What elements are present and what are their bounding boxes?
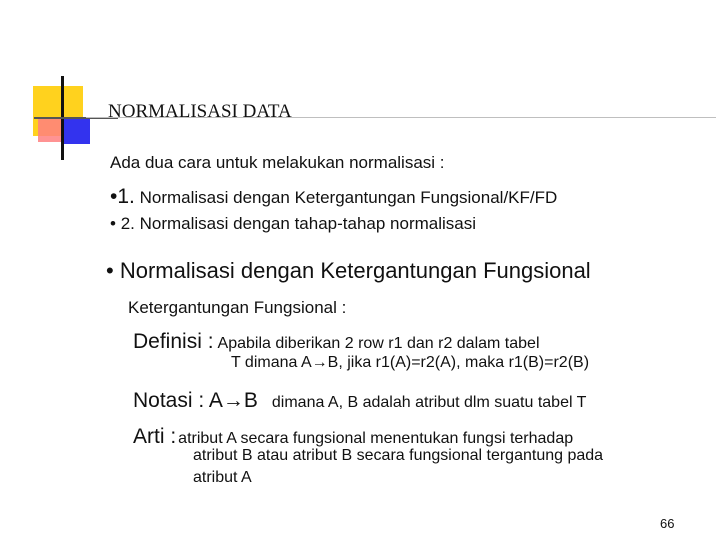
bullet-number: 1. [117, 185, 135, 208]
definisi-label: Definisi : [133, 330, 214, 353]
definisi-row [133, 330, 540, 354]
notasi-label: Notasi : A→B [133, 389, 258, 412]
notasi-desc: dimana A, B adalah atribut dlm suatu tabel T [271, 394, 587, 411]
intro-text: Ada dua cara untuk melakukan normalisasi : [110, 153, 445, 172]
arti-label: Arti : [133, 425, 177, 448]
definisi-text-line2: T dimana A→B, jika r1(A)=r2(A), maka r1(B)=r2(B) [231, 354, 590, 371]
section-heading-text: Normalisasi dengan Ketergantungan Fungsional [119, 258, 591, 283]
arti-text-line3: atribut A [193, 469, 252, 486]
bullet-marker: • [110, 185, 118, 208]
slide-title: NORMALISASI DATA [108, 101, 292, 122]
bullet-marker: • [106, 258, 114, 283]
notasi-row [133, 389, 586, 413]
arti-text-line1: atribut A secara fungsional menentukan fungsi terhadap [178, 430, 574, 447]
bullet-text: Normalisasi dengan tahap-tahap normalisasi [134, 214, 477, 233]
arti-row [133, 425, 573, 449]
definisi-text-line1: Apabila diberikan 2 row r1 dan r2 dalam tabel [217, 335, 540, 352]
arti-text-line2: atribut B atau atribut B secara fungsional tergantung pada [193, 447, 604, 464]
bullet-item-2 [110, 214, 476, 234]
bullet-number: 2. [120, 214, 135, 233]
subheading: Ketergantungan Fungsional : [128, 298, 347, 317]
section-heading [106, 258, 591, 284]
bullet-text: Normalisasi dengan Ketergantungan Fungsional/KF/FD [134, 188, 558, 207]
bullet-marker: • [110, 214, 116, 233]
page-number: 66 [660, 516, 675, 531]
decor-blue-square [64, 117, 90, 144]
bullet-item-1 [110, 185, 557, 209]
